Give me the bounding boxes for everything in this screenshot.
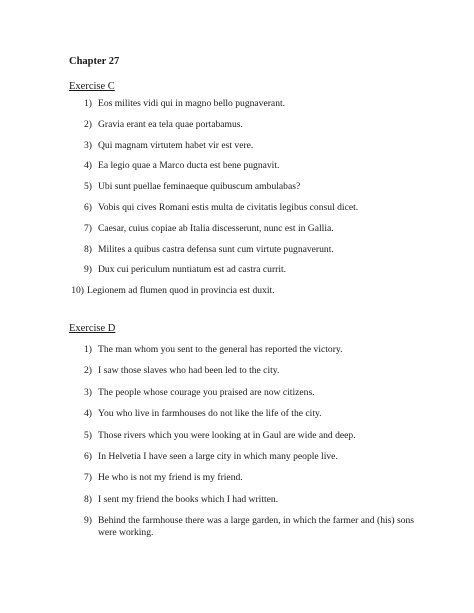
item-number: 8) [84,493,92,505]
list-item [0,119,474,140]
list-item [0,515,474,539]
item-number: 4) [84,408,92,420]
item-number: 7) [84,472,92,484]
item-text: Eos milites vidi qui in magno bello pugnaverant. [98,98,286,109]
item-number: 1) [84,344,92,355]
exercise-c-list [0,98,474,306]
list-item [0,223,474,244]
item-text: In Helvetia I have seen a large city in which many people live. [98,450,338,462]
item-number: 2) [84,365,92,377]
item-number: 5) [84,181,92,193]
list-item [0,494,474,515]
item-number: 7) [84,222,92,234]
item-number: 5) [84,429,92,441]
item-text: Dux cui periculum nuntiatum est ad castra currit. [98,264,287,276]
list-item [0,451,474,472]
item-text: Gravia erant ea tela quae portabamus. [98,118,243,130]
item-number: 3) [84,386,92,398]
item-text: You who live in farmhouses do not like the life of the city. [98,408,322,420]
list-item [0,430,474,451]
list-item [0,140,474,161]
list-item [0,160,474,181]
exercise-d-title: Exercise D [69,323,116,334]
item-text: Vobis qui cives Romani estis multa de civitatis legibus consul dicet. [98,201,359,213]
list-item [0,98,474,119]
list-item [0,202,474,223]
item-number: 8) [84,243,92,255]
item-text: Qui magnam virtutem habet vir est vere. [98,139,254,151]
item-number: 1) [84,98,92,109]
list-item [0,365,474,386]
list-item [0,181,474,202]
exercise-c-title: Exercise C [69,81,115,92]
item-number: 9) [84,264,92,276]
item-number: 6) [84,201,92,213]
item-text: Caesar, cuius copiae ab Italia discesserunt, nunc est in Gallia. [98,222,334,234]
item-text: Ubi sunt puellae feminaeque quibuscum ambulabas? [98,181,301,193]
list-item [0,472,474,493]
item-text: Legionem ad flumen quod in provincia est duxit. [87,285,275,297]
item-text: He who is not my friend is my friend. [98,472,243,484]
item-text: Ea legio quae a Marco ducta est bene pugnavit. [98,160,280,172]
list-item [0,264,474,285]
list-item [0,285,474,306]
item-text: Those rivers which you were looking at in Gaul are wide and deep. [98,429,356,441]
list-item [0,408,474,429]
exercise-d-list [0,344,474,537]
item-text: The man whom you sent to the general has reported the victory. [98,344,343,355]
item-number: 4) [84,160,92,172]
item-text: Behind the farmhouse there was a large garden, in which the farmer and (his) sons were working. [98,515,415,539]
list-item [0,344,474,365]
list-item [0,387,474,408]
item-number: 2) [84,118,92,130]
item-text: The people whose courage you praised are now citizens. [98,386,315,398]
item-number: 3) [84,139,92,151]
item-text: I saw those slaves who had been led to the city. [98,365,280,377]
chapter-title: Chapter 27 [69,56,120,67]
item-number: 9) [84,515,92,527]
list-item [0,244,474,265]
item-text: I sent my friend the books which I had written. [98,493,279,505]
item-number: 10) [71,285,84,297]
item-number: 6) [84,450,92,462]
item-text: Milites a quibus castra defensa sunt cum virtute pugnaverunt. [98,243,334,255]
